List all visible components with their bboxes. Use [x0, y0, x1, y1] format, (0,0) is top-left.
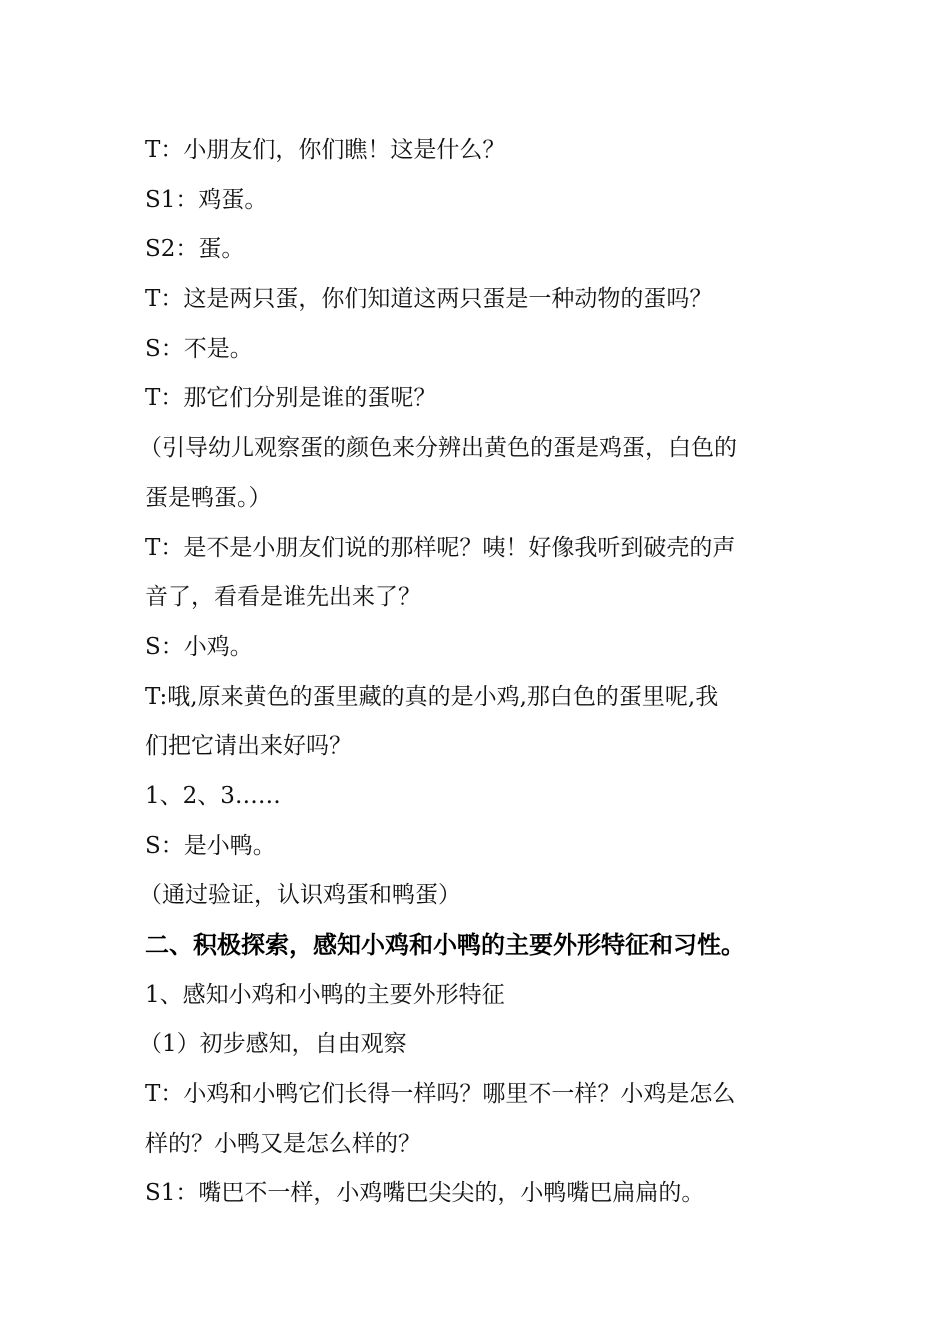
dialogue-line: S2：蛋。: [145, 236, 245, 263]
dialogue-line: S：小鸡。: [145, 633, 253, 660]
note-line: 蛋是鸭蛋。）: [145, 484, 272, 511]
dialogue-line: 样的？小鸭又是怎么样的？: [145, 1130, 421, 1157]
dialogue-line: S：是小鸭。: [145, 832, 276, 859]
note-line: （引导幼儿观察蛋的颜色来分辨出黄色的蛋是鸡蛋，白色的: [139, 435, 737, 462]
section-heading: 二、积极探索，感知小鸡和小鸭的主要外形特征和习性。: [145, 931, 745, 959]
dialogue-line: T：这是两只蛋，你们知道这两只蛋是一种动物的蛋吗？: [145, 286, 713, 313]
dialogue-line: T：是不是小朋友们说的那样呢？咦！好像我听到破壳的声: [145, 534, 736, 561]
dialogue-line: S1：鸡蛋。: [145, 186, 268, 213]
dialogue-line: T：小鸡和小鸭它们长得一样吗？哪里不一样？小鸡是怎么: [145, 1081, 736, 1108]
note-line: （通过验证，认识鸡蛋和鸭蛋）: [139, 882, 461, 909]
dialogue-line: 们把它请出来好吗？: [145, 733, 352, 760]
dialogue-line: 音了，看看是谁先出来了？: [145, 584, 421, 611]
document-body: [139, 126, 810, 1219]
dialogue-line: T:哦,原来黄色的蛋里藏的真的是小鸡,那白色的蛋里呢,我: [145, 683, 719, 710]
dialogue-line: S1：嘴巴不一样，小鸡嘴巴尖尖的，小鸭嘴巴扁扁的。: [145, 1180, 705, 1207]
step-heading: （1）初步感知，自由观察: [139, 1031, 407, 1058]
subsection-heading: 1、感知小鸡和小鸭的主要外形特征: [145, 981, 505, 1008]
dialogue-line: S：不是。: [145, 335, 253, 362]
dialogue-line: T：那它们分别是谁的蛋呢？: [145, 385, 437, 412]
dialogue-line: T：小朋友们，你们瞧！这是什么？: [145, 137, 506, 163]
count-line: 1、2、3……: [145, 782, 281, 809]
